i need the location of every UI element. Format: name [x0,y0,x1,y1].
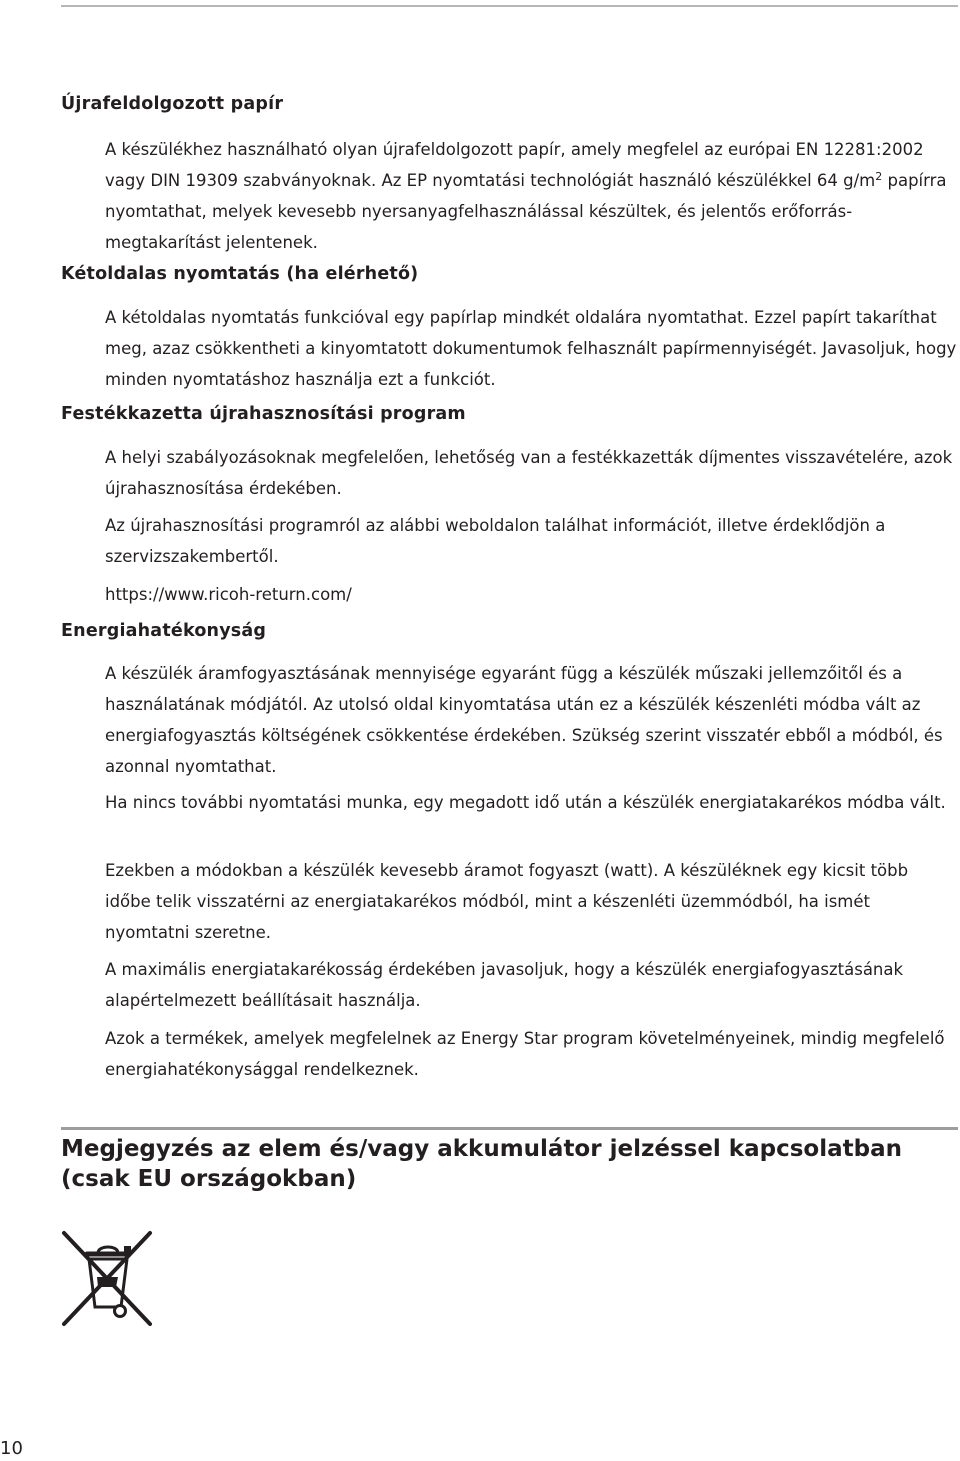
para-energy-1: A készülék áramfogyasztásának mennyisége egyaránt függ a készülék műszaki jellemzőitől és a használatának módjától. Az utolsó oldal kinyomtatása után ez a készülék készenléti módba vált az energiafogyasztás költségének csökkentése érdekében. Szükség szerint visszatér ebből a módból, és azonnal nyomtathat. [105,664,943,776]
heading-toner-recycling: Festékkazetta újrahasznosítási program [61,404,466,424]
page-number: 10 [0,1438,23,1459]
para-duplex: A kétoldalas nyomtatás funkcióval egy papírlap mindkét oldalára nyomtathat. Ezzel papírt takaríthat meg, azaz csökkentheti a kinyomtatott dokumentumok felhasznált papírmennyiségét. Javasoljuk, hogy minden nyomtatáshoz használja ezt a funkciót. [105,308,957,389]
section-rule [61,1127,958,1130]
para-recycled-paper [105,134,957,258]
para-energy-4: A maximális energiatakarékosság érdekében javasoljuk, hogy a készülék energiafogyasztásának alapértelmezett beállításait használja. [105,960,904,1010]
para-toner-1: A helyi szabályozásoknak megfelelően, lehetőség van a festékkazetták díjmentes visszavételére, azok újrahasznosítása érdekében. [105,448,953,498]
para-energy-3: Ezekben a módokban a készülék kevesebb áramot fogyaszt (watt). A készüléknek egy kicsit több időbe telik visszatérni az energiatakarékos módból, mint a készenléti üzemmódból, ha ismét nyomtatni szeretne. [105,861,909,942]
superscript-2: 2 [875,170,883,183]
top-rule [61,5,958,7]
para-recycled-paper-part2: papírra nyomtathat, melyek kevesebb nyersanyagfelhasználással készültek, és jelentős erőforrás-megtakarítást jelentenek. [105,171,947,252]
recycling-url: https://www.ricoh-return.com/ [105,585,352,604]
heading-energy-efficiency: Energiahatékonyság [61,621,267,641]
heading-recycled-paper: Újrafeldolgozott papír [61,94,284,114]
para-energy-5: Azok a termékek, amelyek megfelelnek az Energy Star program követelményeinek, mindig megfelelő energiahatékonysággal rendelkeznek. [105,1029,945,1079]
para-energy-2: Ha nincs további nyomtatási munka, egy megadott idő után a készülék energiatakarékos módba vált. [105,793,946,812]
heading-battery-note: Megjegyzés az elem és/vagy akkumulátor jelzéssel kapcsolatban (csak EU országokban) [61,1136,902,1192]
para-recycled-paper-part1: A készülékhez használható olyan újrafeldolgozott papír, amely megfelel az európai EN 12281:2002 vagy DIN 19309 szabványoknak. Az EP nyomtatási technológiát használó készülékkel 64 g/m [105,140,924,190]
heading-duplex: Kétoldalas nyomtatás (ha elérhető) [61,264,419,284]
para-toner-2: Az újrahasznosítási programról az alábbi weboldalon találhat információt, illetve érdeklődjön a szervizszakembertől. [105,516,886,566]
crossed-out-wheelie-bin-icon [60,1230,154,1328]
